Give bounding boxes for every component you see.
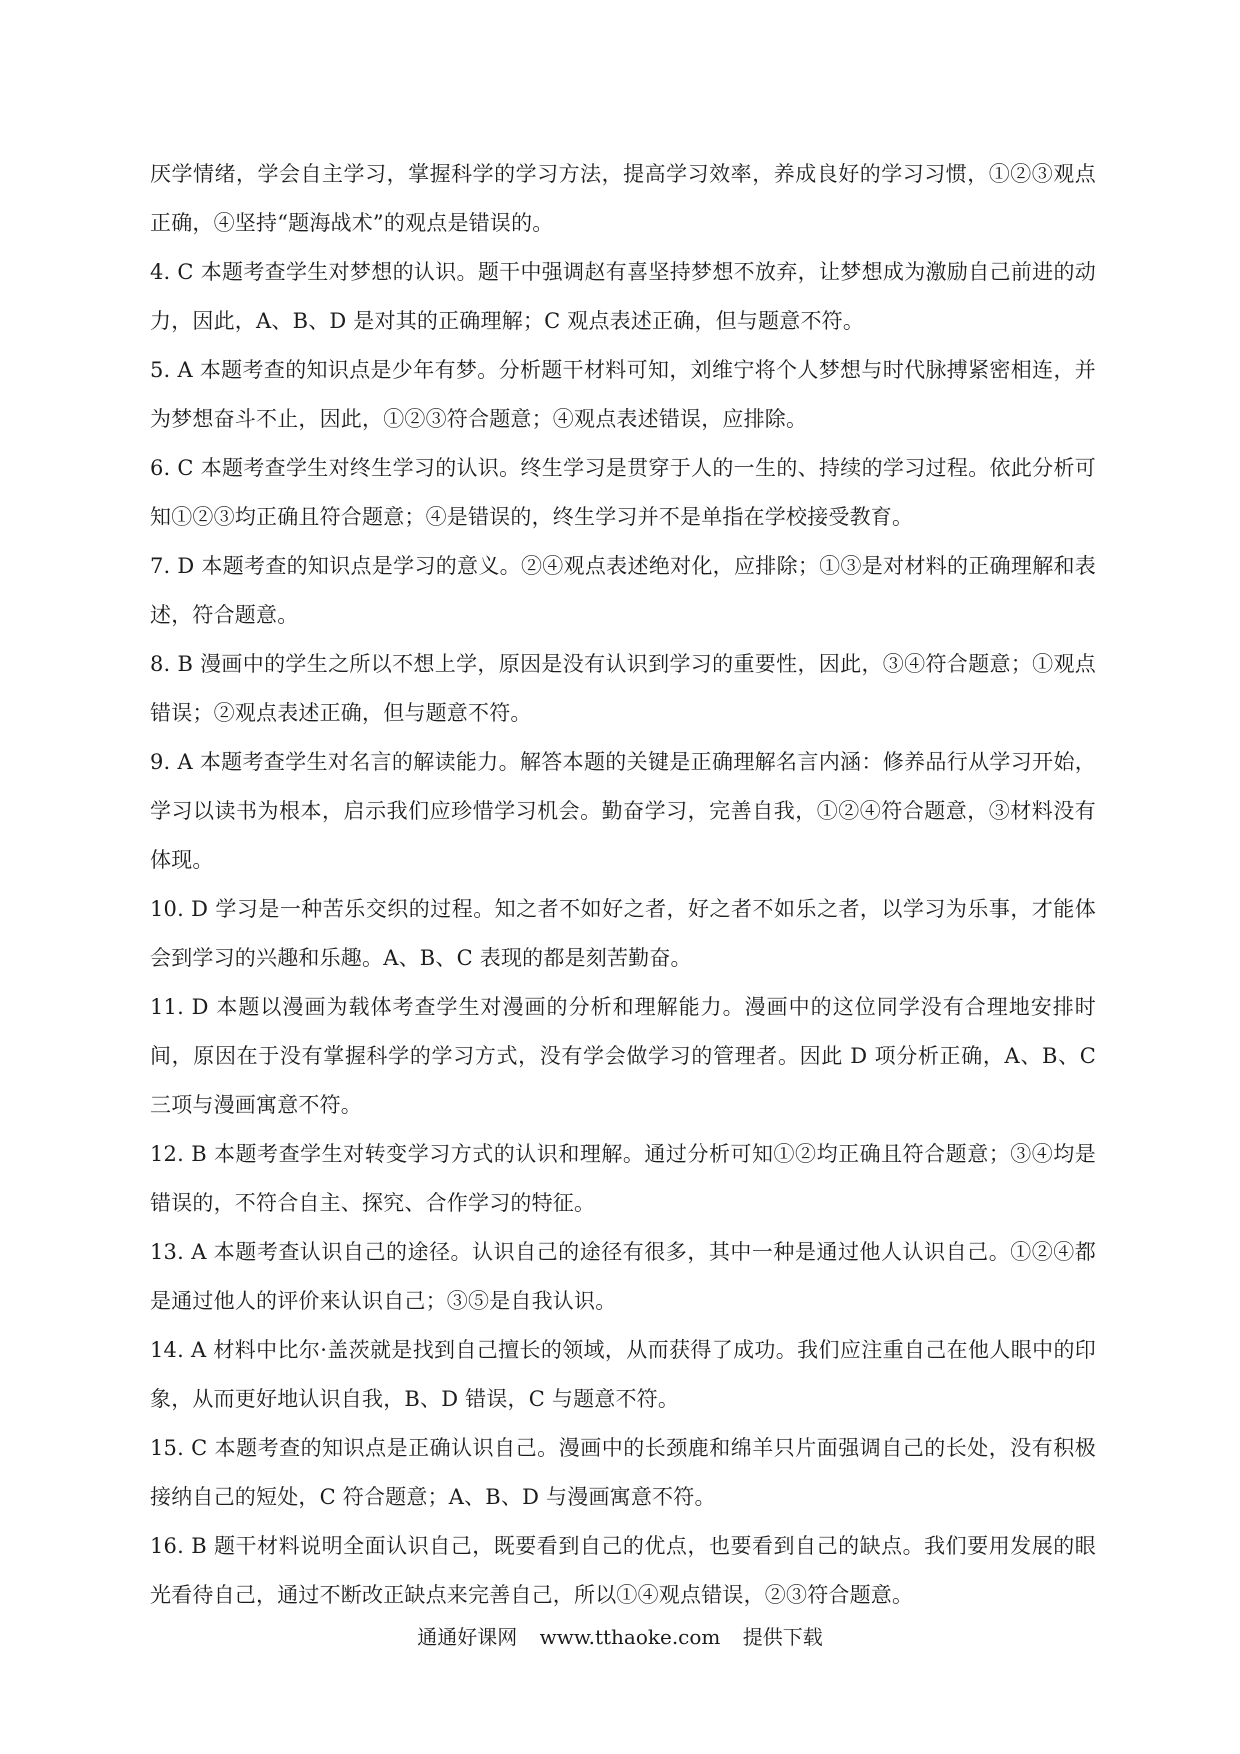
answer-paragraph: 厌学情绪，学会自主学习，掌握科学的学习方法，提高学习效率，养成良好的学习习惯，①②③观点正确，④坚持“题海战术”的观点是错误的。 bbox=[150, 162, 1096, 235]
answer-paragraph: 9. A 本题考查学生对名言的解读能力。解答本题的关键是正确理解名言内涵：修养品行从学习开始，学习以读书为根本，启示我们应珍惜学习机会。勤奋学习，完善自我，①②④符合题意，③材料没有体现。 bbox=[150, 750, 1096, 872]
answer-paragraph: 7. D 本题考查的知识点是学习的意义。②④观点表述绝对化，应排除；①③是对材料的正确理解和表述，符合题意。 bbox=[150, 554, 1096, 627]
page-footer bbox=[0, 1624, 1240, 1650]
answer-paragraph: 10. D 学习是一种苦乐交织的过程。知之者不如好之者，好之者不如乐之者，以学习为乐事，才能体会到学习的兴趣和乐趣。A、B、C 表现的都是刻苦勤奋。 bbox=[150, 897, 1096, 970]
answer-paragraph: 16. B 题干材料说明全面认识自己，既要看到自己的优点，也要看到自己的缺点。我们要用发展的眼光看待自己，通过不断改正缺点来完善自己，所以①④观点错误，②③符合题意。 bbox=[150, 1534, 1096, 1607]
answer-paragraph: 12. B 本题考查学生对转变学习方式的认识和理解。通过分析可知①②均正确且符合题意；③④均是错误的，不符合自主、探究、合作学习的特征。 bbox=[150, 1142, 1096, 1215]
answer-paragraph: 8. B 漫画中的学生之所以不想上学，原因是没有认识到学习的重要性，因此，③④符合题意；①观点错误；②观点表述正确，但与题意不符。 bbox=[150, 652, 1096, 725]
footer-note: 提供下载 bbox=[742, 1625, 823, 1649]
footer-site-name: 通通好课网 bbox=[417, 1625, 518, 1649]
answer-paragraph: 14. A 材料中比尔·盖茨就是找到自己擅长的领域，从而获得了成功。我们应注重自己在他人眼中的印象，从而更好地认识自我，B、D 错误，C 与题意不符。 bbox=[150, 1338, 1096, 1411]
answer-paragraph: 11. D 本题以漫画为载体考查学生对漫画的分析和理解能力。漫画中的这位同学没有合理地安排时间，原因在于没有掌握科学的学习方式，没有学会做学习的管理者。因此 D 项分析正确，A、B、C 三项与漫画寓意不符。 bbox=[150, 995, 1096, 1117]
answer-explanations bbox=[150, 150, 1096, 1620]
footer-url[interactable]: www.tthaoke.com bbox=[539, 1625, 721, 1649]
answer-paragraph: 5. A 本题考查的知识点是少年有梦。分析题干材料可知，刘维宁将个人梦想与时代脉搏紧密相连，并为梦想奋斗不止，因此，①②③符合题意；④观点表述错误，应排除。 bbox=[150, 358, 1096, 431]
answer-paragraph: 6. C 本题考查学生对终生学习的认识。终生学习是贯穿于人的一生的、持续的学习过程。依此分析可知①②③均正确且符合题意；④是错误的，终生学习并不是单指在学校接受教育。 bbox=[150, 456, 1096, 529]
answer-paragraph: 4. C 本题考查学生对梦想的认识。题干中强调赵有喜坚持梦想不放弃，让梦想成为激励自己前进的动力，因此，A、B、D 是对其的正确理解；C 观点表述正确，但与题意不符。 bbox=[150, 260, 1096, 333]
answer-paragraph: 13. A 本题考查认识自己的途径。认识自己的途径有很多，其中一种是通过他人认识自己。①②④都是通过他人的评价来认识自己；③⑤是自我认识。 bbox=[150, 1240, 1096, 1313]
answer-paragraph: 15. C 本题考查的知识点是正确认识自己。漫画中的长颈鹿和绵羊只片面强调自己的长处，没有积极接纳自己的短处，C 符合题意；A、B、D 与漫画寓意不符。 bbox=[150, 1436, 1096, 1509]
